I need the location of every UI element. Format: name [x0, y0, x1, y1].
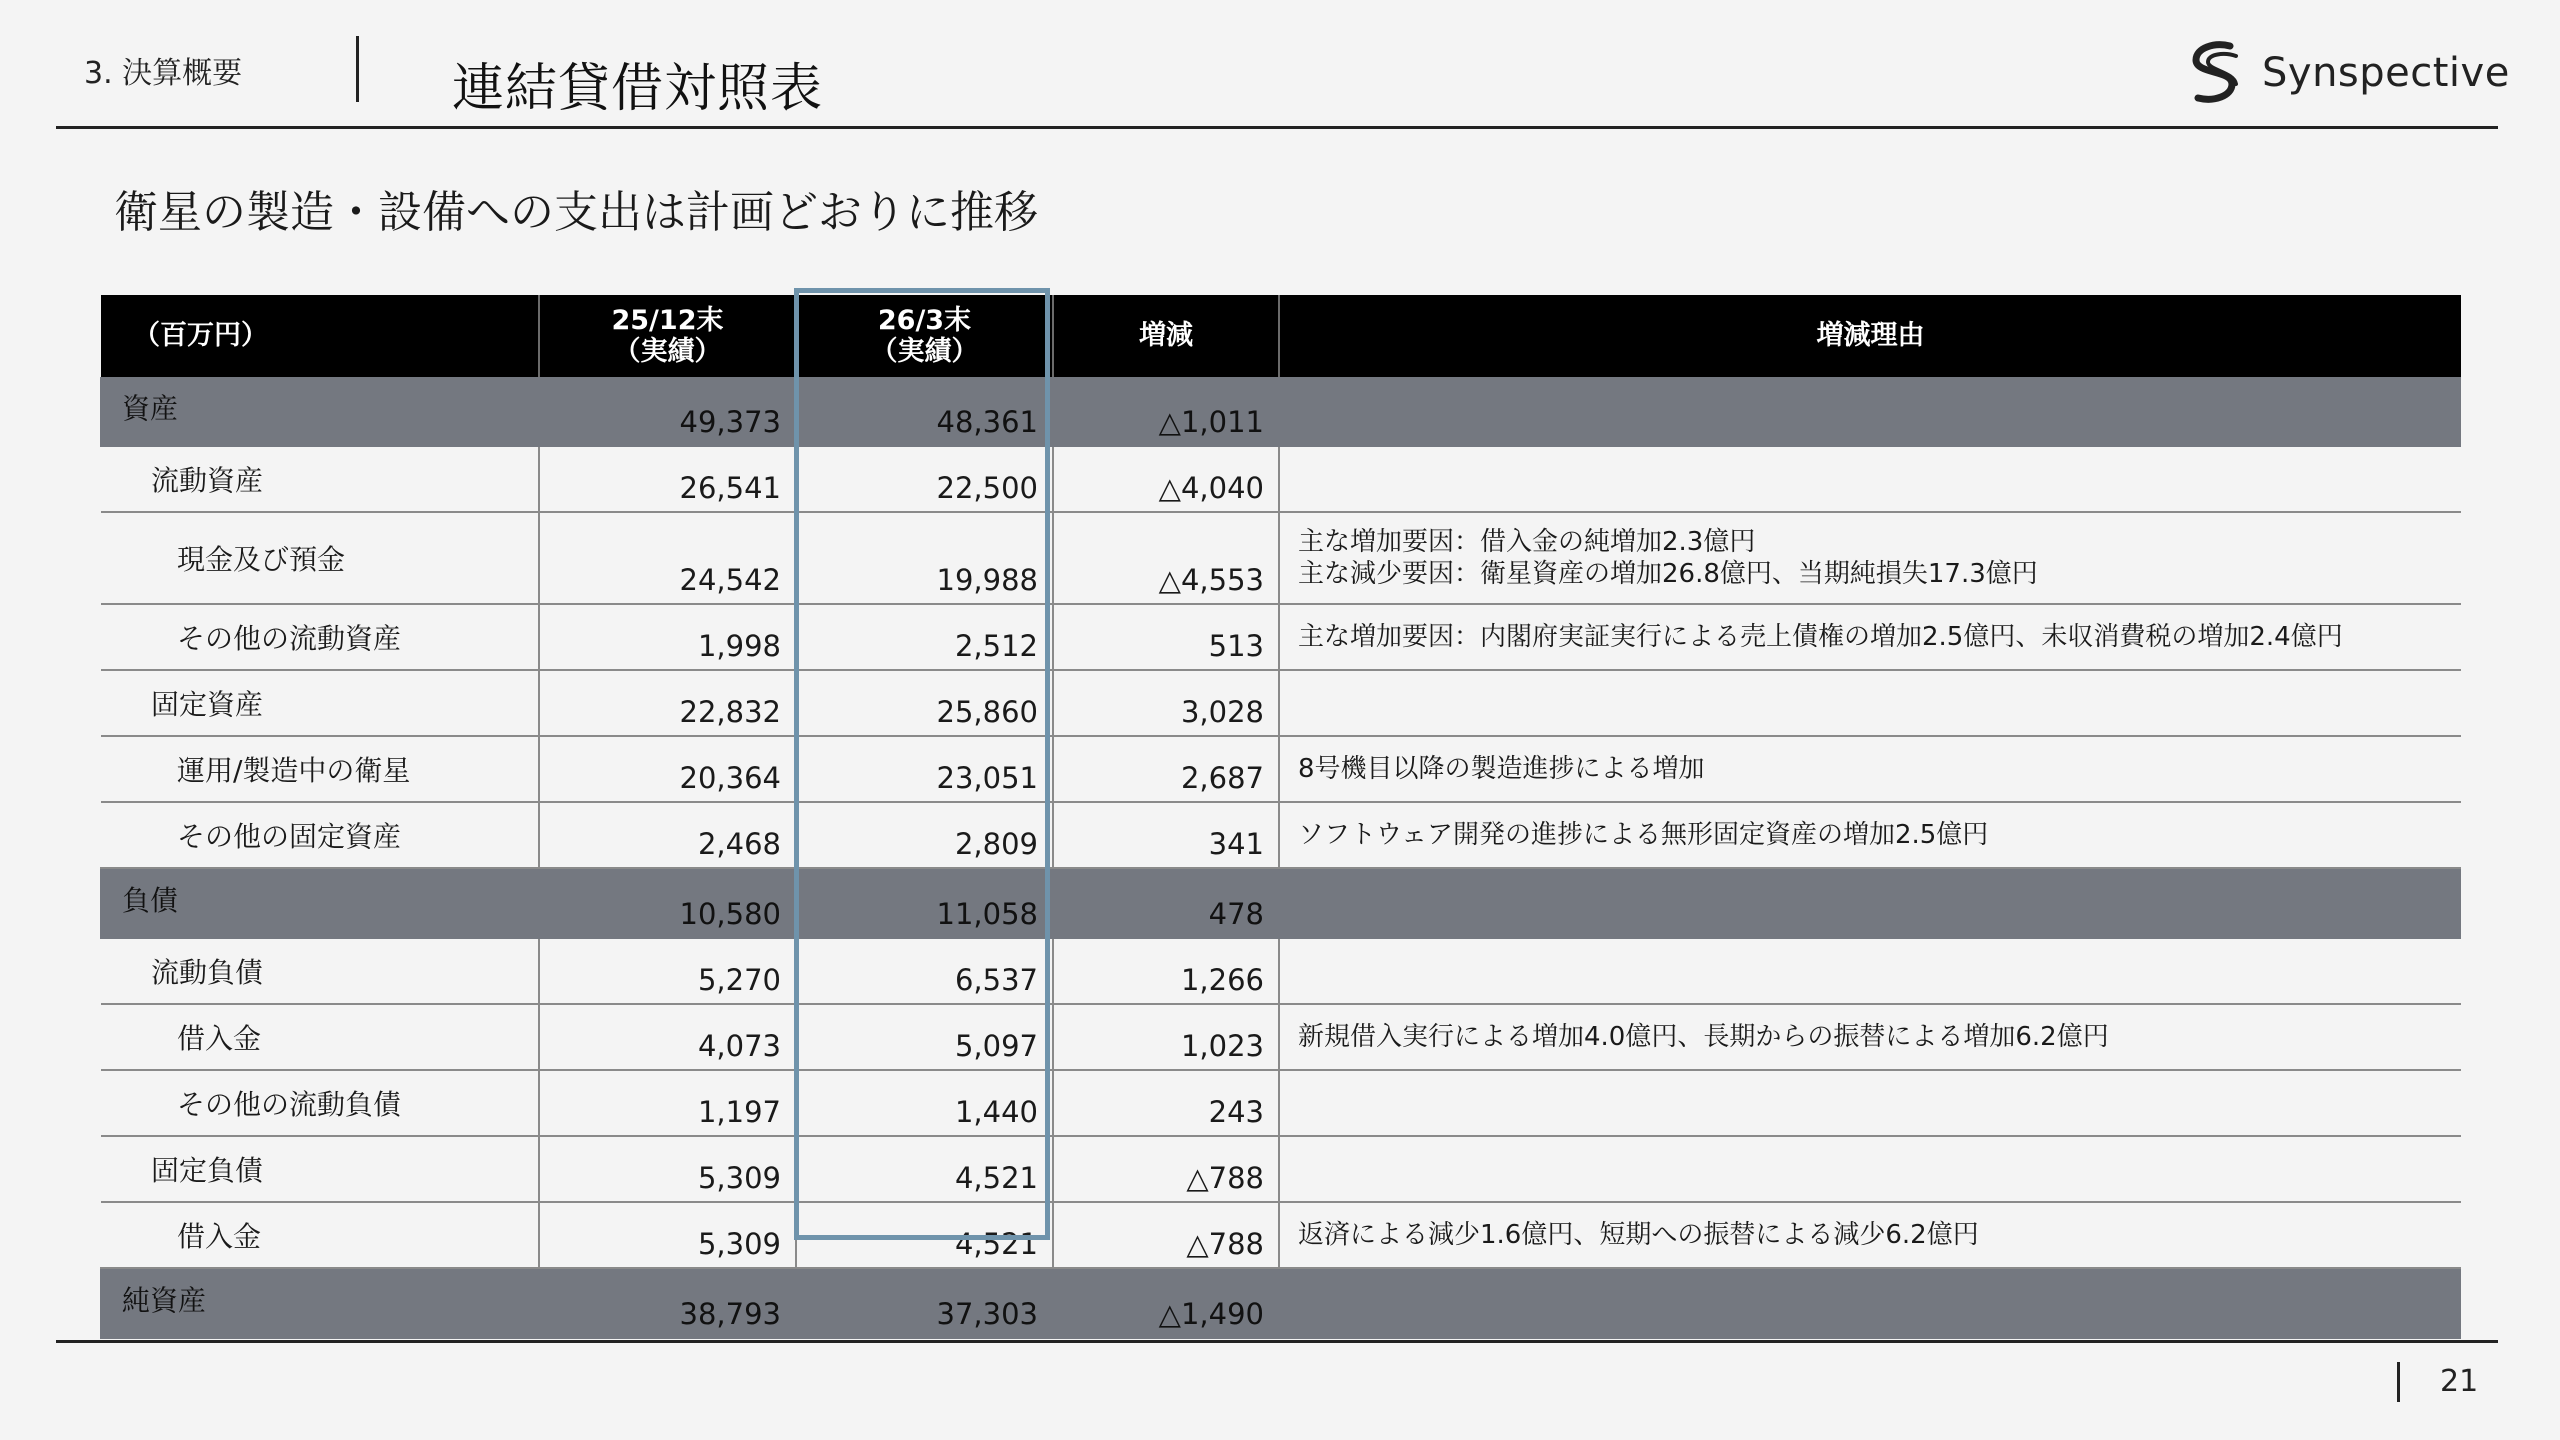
row-reason: 新規借入実行による増加4.0億円、長期からの振替による増加6.2億円	[1279, 1004, 2461, 1070]
row-item: 固定資産	[101, 670, 539, 736]
row-reason: ソフトウェア開発の進捗による無形固定資産の増加2.5億円	[1279, 802, 2461, 868]
header-diff: 増減	[1053, 295, 1279, 377]
row-reason	[1279, 446, 2461, 512]
slide-subtitle: 衛星の製造・設備への支出は計画どおりに推移	[114, 187, 1038, 238]
row-prev-value: 26,541	[539, 446, 796, 512]
row-item: 負債	[101, 868, 539, 938]
row-diff-value: △4,040	[1053, 446, 1279, 512]
table-row	[101, 1136, 2461, 1202]
company-logo	[2184, 40, 2510, 106]
table-row	[101, 938, 2461, 1004]
row-item: 流動負債	[101, 938, 539, 1004]
logo-text: Synspective	[2262, 50, 2510, 96]
row-diff-value: △788	[1053, 1136, 1279, 1202]
row-reason	[1279, 670, 2461, 736]
table-row	[101, 1070, 2461, 1136]
row-diff-value: △1,490	[1053, 1268, 1279, 1338]
table-row	[101, 1268, 2461, 1338]
row-current-value: 2,809	[796, 802, 1053, 868]
row-diff-value: 513	[1053, 604, 1279, 670]
reason-increase-line: 主な増加要因：借入金の純増加2.3億円	[1298, 526, 1756, 557]
row-diff-value: 2,687	[1053, 736, 1279, 802]
row-diff-value: 243	[1053, 1070, 1279, 1136]
row-reason: 主な増加要因：内閣府実証実行による売上債権の増加2.5億円、未収消費税の増加2.4億円	[1279, 604, 2461, 670]
row-prev-value: 5,270	[539, 938, 796, 1004]
row-current-value: 23,051	[796, 736, 1053, 802]
header-unit: （百万円）	[101, 295, 539, 377]
row-prev-value: 1,998	[539, 604, 796, 670]
row-diff-value: 478	[1053, 868, 1279, 938]
row-reason	[1279, 1070, 2461, 1136]
top-rule	[56, 126, 2498, 129]
row-reason	[1279, 1268, 2461, 1338]
row-reason: 返済による減少1.6億円、短期への振替による減少6.2億円	[1279, 1202, 2461, 1268]
row-item: 流動資産	[101, 446, 539, 512]
row-item: 純資産	[101, 1268, 539, 1338]
table-row	[101, 736, 2461, 802]
row-current-value: 48,361	[796, 377, 1053, 446]
table-row	[101, 802, 2461, 868]
row-item: 現金及び預金	[101, 512, 539, 604]
table-row	[101, 377, 2461, 446]
row-item: その他の流動負債	[101, 1070, 539, 1136]
header-current-period-date: 26/3末	[877, 304, 972, 336]
row-current-value: 4,521	[796, 1136, 1053, 1202]
row-current-value: 19,988	[796, 512, 1053, 604]
row-reason	[1279, 868, 2461, 938]
row-prev-value: 49,373	[539, 377, 796, 446]
row-diff-value: △1,011	[1053, 377, 1279, 446]
row-diff-value: 1,023	[1053, 1004, 1279, 1070]
row-diff-value: 1,266	[1053, 938, 1279, 1004]
table-row	[101, 868, 2461, 938]
table-row	[101, 512, 2461, 604]
row-current-value: 11,058	[796, 868, 1053, 938]
row-prev-value: 20,364	[539, 736, 796, 802]
row-reason	[1279, 377, 2461, 446]
page-title: 連結貸借対照表	[452, 59, 824, 119]
header-separator	[356, 36, 359, 102]
header-prev-period-date: 25/12末	[611, 304, 724, 336]
synspective-logo-icon	[2184, 40, 2246, 106]
row-current-value: 4,521	[796, 1202, 1053, 1268]
row-item: 固定負債	[101, 1136, 539, 1202]
page-number: 21	[2440, 1364, 2479, 1399]
row-diff-value: 3,028	[1053, 670, 1279, 736]
row-prev-value: 24,542	[539, 512, 796, 604]
row-prev-value: 1,197	[539, 1070, 796, 1136]
row-diff-value: △4,553	[1053, 512, 1279, 604]
row-current-value: 6,537	[796, 938, 1053, 1004]
header-current-period-type: （実績）	[870, 336, 979, 367]
table-row	[101, 670, 2461, 736]
row-prev-value: 2,468	[539, 802, 796, 868]
reason-decrease-line: 主な減少要因：衛星資産の増加26.8億円、当期純損失17.3億円	[1298, 559, 2038, 589]
table-header-row	[101, 295, 2461, 377]
row-current-value: 5,097	[796, 1004, 1053, 1070]
table-row	[101, 1004, 2461, 1070]
table-row	[101, 604, 2461, 670]
row-item: 借入金	[101, 1202, 539, 1268]
row-reason	[1279, 938, 2461, 1004]
header-prev-period	[539, 295, 796, 377]
table-row	[101, 446, 2461, 512]
header-prev-period-type: （実績）	[613, 336, 722, 367]
row-reason: 8号機目以降の製造進捗による増加	[1279, 736, 2461, 802]
row-item: その他の流動資産	[101, 604, 539, 670]
row-current-value: 1,440	[796, 1070, 1053, 1136]
row-current-value: 25,860	[796, 670, 1053, 736]
balance-sheet-table	[100, 295, 2461, 1339]
row-item: 借入金	[101, 1004, 539, 1070]
header-reason: 増減理由	[1279, 295, 2461, 377]
page-number-separator	[2397, 1362, 2400, 1402]
row-prev-value: 5,309	[539, 1202, 796, 1268]
row-prev-value: 38,793	[539, 1268, 796, 1338]
row-reason	[1279, 512, 2461, 604]
table-row	[101, 1202, 2461, 1268]
row-prev-value: 5,309	[539, 1136, 796, 1202]
row-prev-value: 22,832	[539, 670, 796, 736]
row-diff-value: 341	[1053, 802, 1279, 868]
section-label: 3. 決算概要	[84, 56, 243, 91]
row-item: 資産	[101, 377, 539, 446]
row-reason	[1279, 1136, 2461, 1202]
row-diff-value: △788	[1053, 1202, 1279, 1268]
bottom-rule	[56, 1340, 2498, 1343]
row-prev-value: 10,580	[539, 868, 796, 938]
row-prev-value: 4,073	[539, 1004, 796, 1070]
row-item: 運用/製造中の衛星	[101, 736, 539, 802]
header-current-period	[796, 295, 1053, 377]
row-current-value: 37,303	[796, 1268, 1053, 1338]
row-current-value: 22,500	[796, 446, 1053, 512]
row-current-value: 2,512	[796, 604, 1053, 670]
row-item: その他の固定資産	[101, 802, 539, 868]
